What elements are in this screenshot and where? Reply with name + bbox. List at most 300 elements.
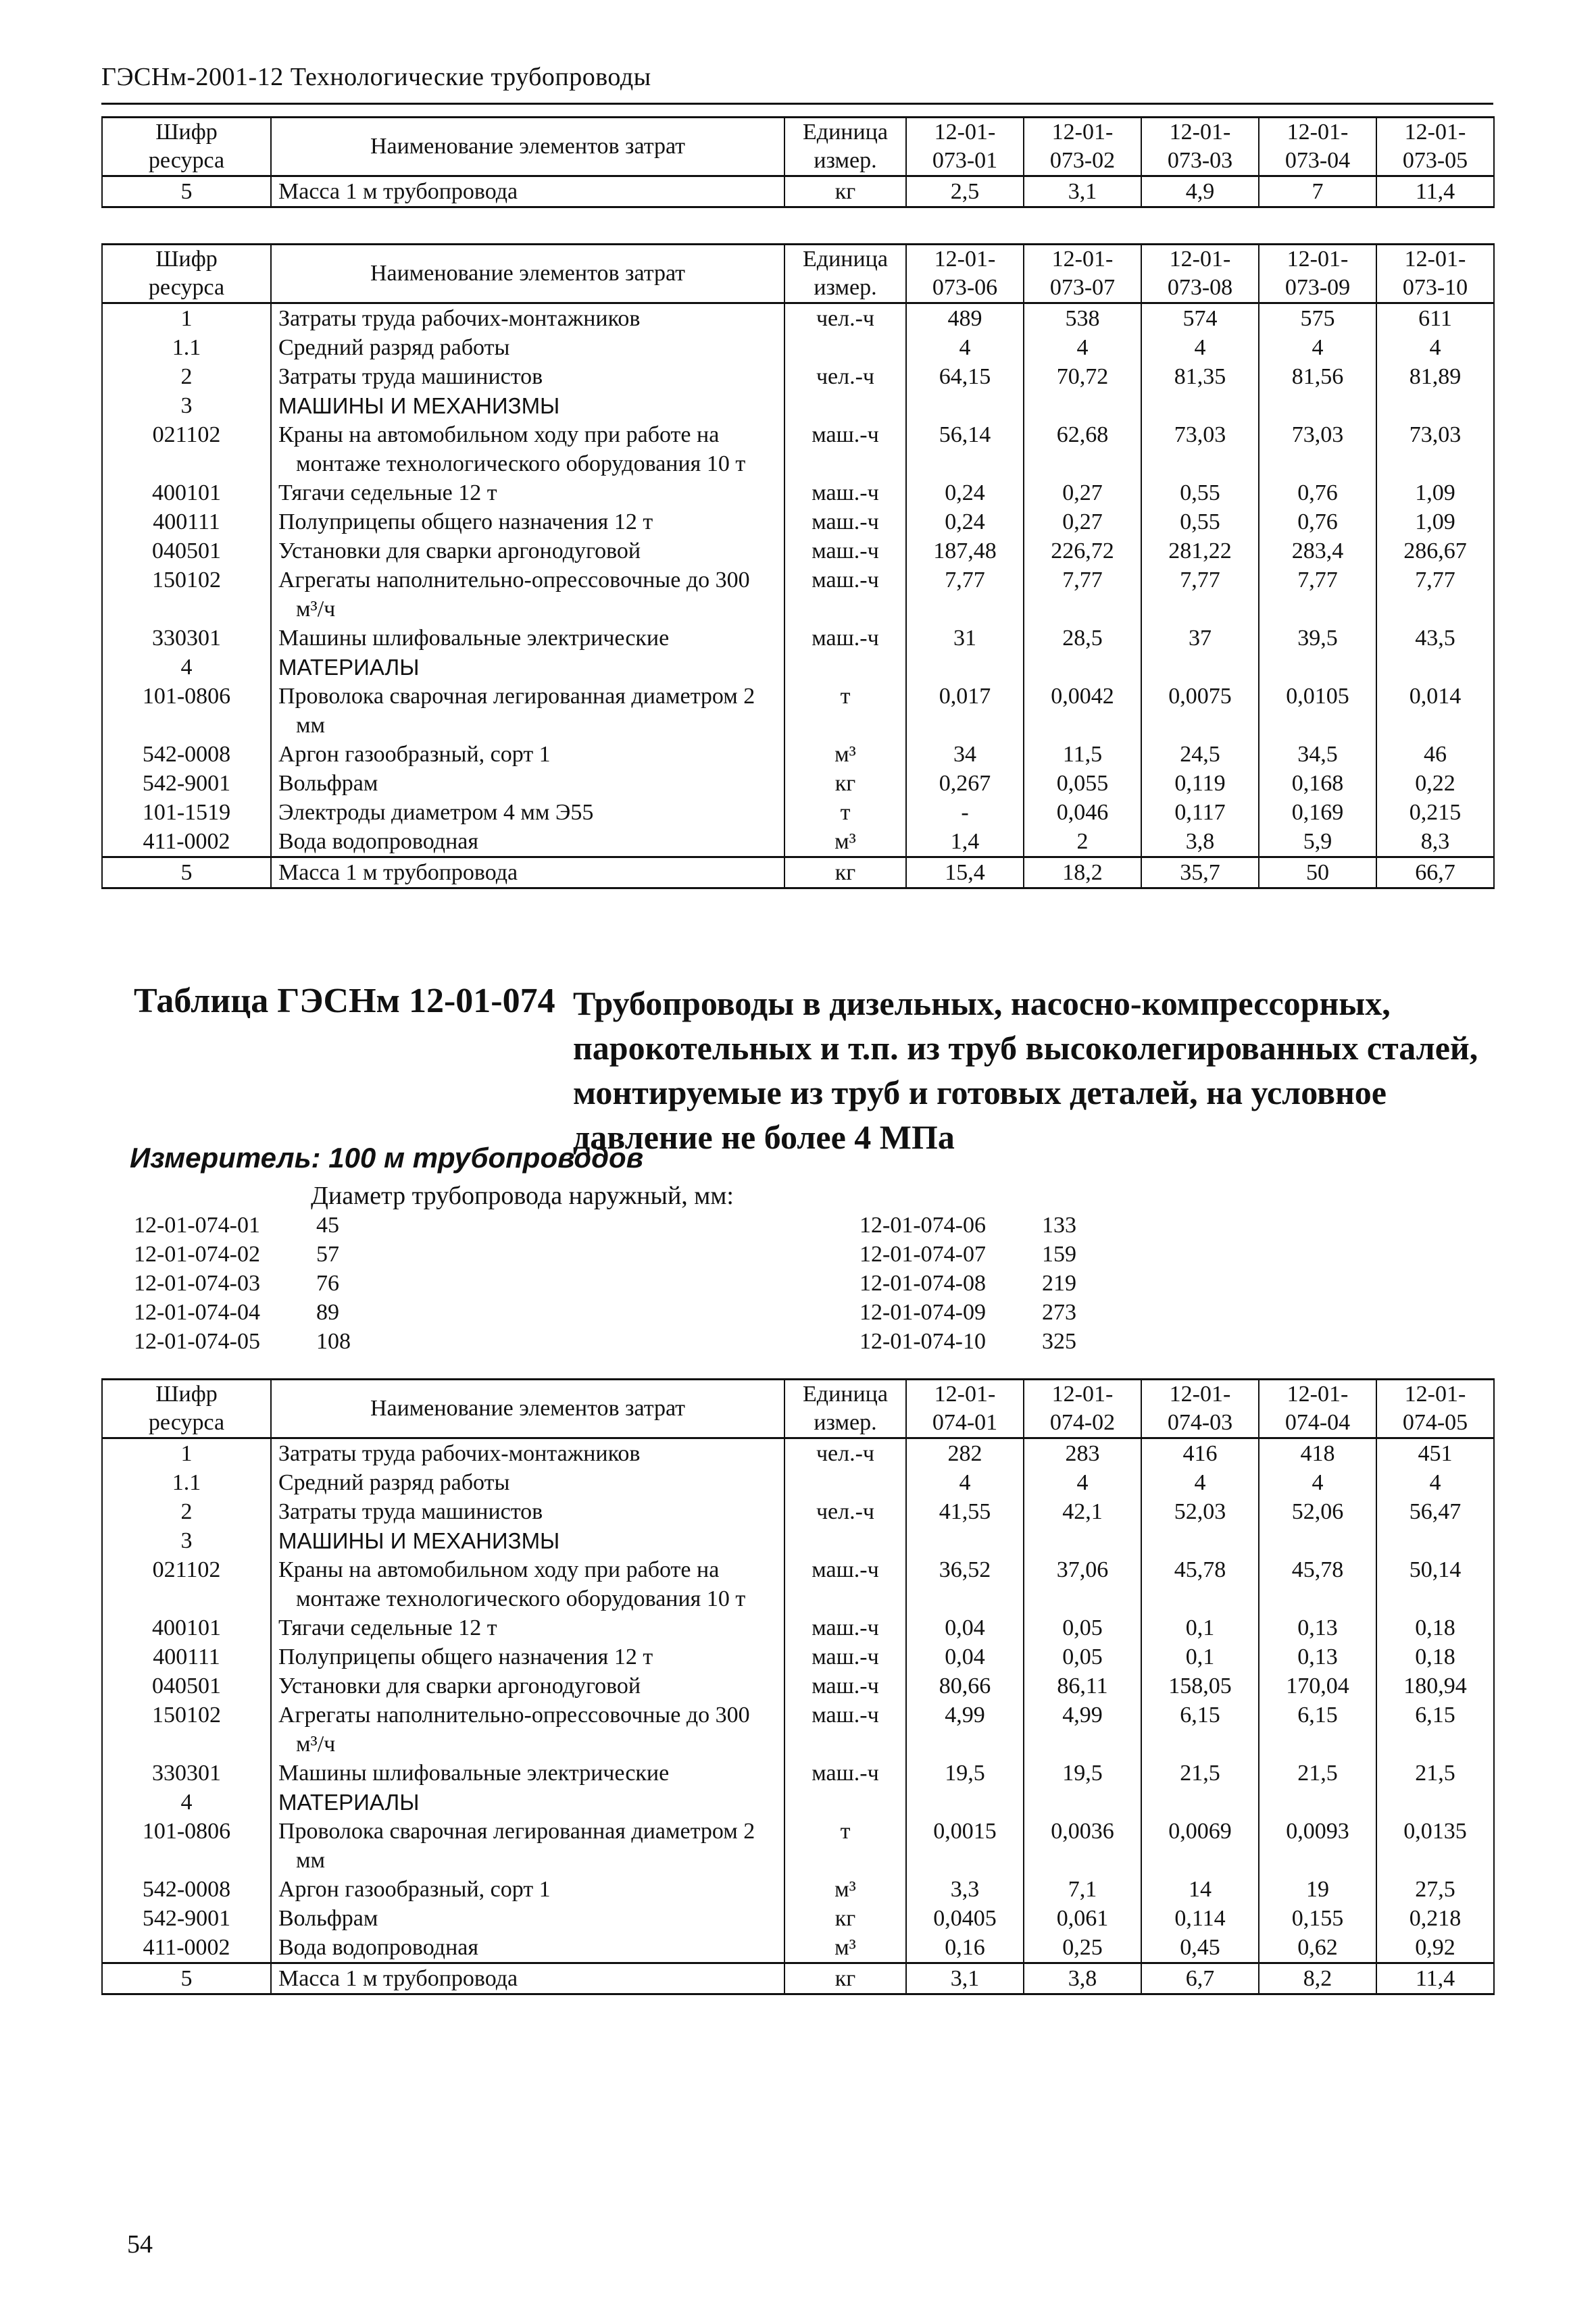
row-value: 56,47 bbox=[1376, 1497, 1494, 1526]
row-unit: маш.-ч bbox=[784, 1613, 906, 1642]
table-row bbox=[102, 1875, 1494, 1904]
row-value: 574 bbox=[1141, 303, 1259, 334]
row-value: 7,1 bbox=[1024, 1875, 1141, 1904]
row-value: 70,72 bbox=[1024, 362, 1141, 391]
table-row bbox=[102, 1933, 1494, 1963]
row-value: 416 bbox=[1141, 1438, 1259, 1469]
row-value: 0,0042 bbox=[1024, 682, 1141, 740]
row-value: 3,1 bbox=[906, 1963, 1024, 1994]
row-value: 187,48 bbox=[906, 536, 1024, 565]
row-value bbox=[1259, 653, 1376, 682]
row-value: 4 bbox=[906, 333, 1024, 362]
table-row bbox=[102, 1526, 1494, 1555]
row-name: МАШИНЫ И МЕХАНИЗМЫ bbox=[271, 391, 784, 420]
row-value: 41,55 bbox=[906, 1497, 1024, 1526]
row-value: 81,89 bbox=[1376, 362, 1494, 391]
header-code bbox=[102, 1380, 271, 1438]
header-rule bbox=[101, 103, 1493, 105]
row-value bbox=[906, 1526, 1024, 1555]
header-unit-line1: Единица bbox=[803, 1382, 888, 1407]
row-value: 1,09 bbox=[1376, 478, 1494, 507]
row-value: 0,0093 bbox=[1259, 1817, 1376, 1875]
header-col-line1: 12-01- bbox=[1404, 247, 1466, 272]
row-name: Краны на автомобильном ходу при работе на монтаже технологического оборудования 10 т bbox=[271, 420, 784, 478]
header-col-line2: 073-09 bbox=[1285, 275, 1351, 300]
row-unit: чел.-ч bbox=[784, 1497, 906, 1526]
row-value: 0,13 bbox=[1259, 1613, 1376, 1642]
diameter-value: 108 bbox=[316, 1329, 351, 1354]
row-name: Аргон газообразный, сорт 1 bbox=[271, 1875, 784, 1904]
header-row bbox=[102, 118, 1494, 176]
row-value: 0,0135 bbox=[1376, 1817, 1494, 1875]
row-code: 021102 bbox=[102, 1555, 271, 1613]
table-row bbox=[102, 769, 1494, 798]
diameter-code: 12-01-074-08 bbox=[859, 1271, 986, 1296]
row-value: 0,45 bbox=[1141, 1933, 1259, 1963]
header-code bbox=[102, 245, 271, 303]
row-code: 400111 bbox=[102, 1642, 271, 1671]
row-value: 11,4 bbox=[1376, 1963, 1494, 1994]
row-value: 0,24 bbox=[906, 478, 1024, 507]
row-code: 040501 bbox=[102, 536, 271, 565]
row-value: 0,215 bbox=[1376, 798, 1494, 827]
row-unit: м³ bbox=[784, 740, 906, 769]
row-value: 14 bbox=[1141, 1875, 1259, 1904]
diameter-code: 12-01-074-07 bbox=[859, 1242, 986, 1267]
row-value: 43,5 bbox=[1376, 624, 1494, 653]
row-value: 62,68 bbox=[1024, 420, 1141, 478]
row-name: Проволока сварочная легированная диаметром 2 мм bbox=[271, 682, 784, 740]
table-row bbox=[102, 536, 1494, 565]
table-row bbox=[102, 1438, 1494, 1469]
row-name: Тягачи седельные 12 т bbox=[271, 478, 784, 507]
row-value bbox=[1141, 1788, 1259, 1817]
row-value: 7,77 bbox=[1376, 565, 1494, 624]
row-unit: маш.-ч bbox=[784, 1555, 906, 1613]
header-col-line2: 073-05 bbox=[1402, 148, 1468, 173]
row-value: 11,5 bbox=[1024, 740, 1141, 769]
row-value: 0,155 bbox=[1259, 1904, 1376, 1933]
header-col-line2: 073-03 bbox=[1167, 148, 1233, 173]
row-name: Установки для сварки аргонодуговой bbox=[271, 1671, 784, 1701]
header-col-line2: 073-02 bbox=[1049, 148, 1116, 173]
row-value: 28,5 bbox=[1024, 624, 1141, 653]
table-row bbox=[102, 565, 1494, 624]
row-unit: маш.-ч bbox=[784, 507, 906, 536]
header-col-line1: 12-01- bbox=[1051, 1382, 1114, 1407]
table-row bbox=[102, 1497, 1494, 1526]
row-name: Вольфрам bbox=[271, 1904, 784, 1933]
header-col-3 bbox=[1141, 118, 1259, 176]
row-code: 2 bbox=[102, 362, 271, 391]
header-unit-line1: Единица bbox=[803, 247, 888, 272]
row-name: МАТЕРИАЛЫ bbox=[271, 653, 784, 682]
row-value: 15,4 bbox=[906, 857, 1024, 888]
row-value: 6,15 bbox=[1141, 1701, 1259, 1759]
table-073-bottom bbox=[101, 243, 1495, 889]
row-code: 400101 bbox=[102, 1613, 271, 1642]
row-code: 5 bbox=[102, 857, 271, 888]
row-value: 86,11 bbox=[1024, 1671, 1141, 1701]
row-value bbox=[1141, 391, 1259, 420]
row-value: 34 bbox=[906, 740, 1024, 769]
diameter-item bbox=[859, 1298, 1076, 1327]
row-value: 81,35 bbox=[1141, 362, 1259, 391]
row-unit: маш.-ч bbox=[784, 624, 906, 653]
diameter-item bbox=[859, 1240, 1076, 1269]
row-name: Затраты труда рабочих-монтажников bbox=[271, 1438, 784, 1469]
row-value: 0,061 bbox=[1024, 1904, 1141, 1933]
diameter-item bbox=[134, 1269, 351, 1298]
row-code: 1.1 bbox=[102, 333, 271, 362]
row-value bbox=[1376, 391, 1494, 420]
row-code: 542-9001 bbox=[102, 1904, 271, 1933]
header-col-line2: 074-02 bbox=[1049, 1410, 1116, 1435]
header-name: Наименование элементов затрат bbox=[271, 118, 784, 176]
row-value: 0,04 bbox=[906, 1613, 1024, 1642]
header-col-2 bbox=[1024, 245, 1141, 303]
diameter-code: 12-01-074-01 bbox=[134, 1213, 260, 1238]
header-col-line1: 12-01- bbox=[934, 120, 996, 145]
row-value: 538 bbox=[1024, 303, 1141, 334]
row-value: 0,267 bbox=[906, 769, 1024, 798]
row-name: Вода водопроводная bbox=[271, 827, 784, 857]
table-row bbox=[102, 1701, 1494, 1759]
header-col-4 bbox=[1259, 1380, 1376, 1438]
row-code: 400111 bbox=[102, 507, 271, 536]
row-value bbox=[906, 653, 1024, 682]
header-col-line2: 073-01 bbox=[932, 148, 998, 173]
header-col-line1: 12-01- bbox=[1287, 120, 1349, 145]
row-unit: кг bbox=[784, 1963, 906, 1994]
row-value: 7,77 bbox=[1141, 565, 1259, 624]
table-074-title: Трубопроводы в дизельных, насосно-компрессорных, парокотельных и т.п. из труб высоколегированных сталей, монтируемые из труб и готовых деталей, на условное давление не более 4 МПа bbox=[573, 984, 1478, 1156]
diameter-code: 12-01-074-03 bbox=[134, 1271, 260, 1296]
row-name: Агрегаты наполнительно-опрессовочные до 300 м³/ч bbox=[271, 565, 784, 624]
row-unit: чел.-ч bbox=[784, 362, 906, 391]
row-code: 411-0002 bbox=[102, 827, 271, 857]
row-code: 150102 bbox=[102, 565, 271, 624]
row-value bbox=[1376, 1526, 1494, 1555]
row-value: 2,5 bbox=[906, 176, 1024, 207]
diameter-code: 12-01-074-09 bbox=[859, 1300, 986, 1325]
row-value: 46 bbox=[1376, 740, 1494, 769]
row-name: Затраты труда рабочих-монтажников bbox=[271, 303, 784, 334]
table-row bbox=[102, 1671, 1494, 1701]
row-code: 400101 bbox=[102, 478, 271, 507]
row-name: Средний разряд работы bbox=[271, 333, 784, 362]
row-value: 0,046 bbox=[1024, 798, 1141, 827]
row-value bbox=[1024, 653, 1141, 682]
row-value: 21,5 bbox=[1259, 1759, 1376, 1788]
header-col-line1: 12-01- bbox=[1169, 1382, 1231, 1407]
table-row bbox=[102, 1555, 1494, 1613]
table-row bbox=[102, 827, 1494, 857]
row-value: 0,0036 bbox=[1024, 1817, 1141, 1875]
running-head: ГЭСНм-2001-12 Технологические трубопроводы bbox=[101, 63, 651, 91]
row-value: 8,2 bbox=[1259, 1963, 1376, 1994]
row-name: МАТЕРИАЛЫ bbox=[271, 1788, 784, 1817]
row-value: 31 bbox=[906, 624, 1024, 653]
header-row bbox=[102, 1380, 1494, 1438]
row-code: 101-0806 bbox=[102, 682, 271, 740]
row-code: 4 bbox=[102, 1788, 271, 1817]
row-code: 542-0008 bbox=[102, 1875, 271, 1904]
diameter-value: 159 bbox=[1042, 1242, 1076, 1267]
row-value: 4,9 bbox=[1141, 176, 1259, 207]
row-unit: маш.-ч bbox=[784, 1759, 906, 1788]
row-unit: м³ bbox=[784, 1933, 906, 1963]
table-row bbox=[102, 624, 1494, 653]
header-col-3 bbox=[1141, 245, 1259, 303]
row-unit bbox=[784, 653, 906, 682]
row-value: 0,014 bbox=[1376, 682, 1494, 740]
row-code: 4 bbox=[102, 653, 271, 682]
row-value: 0,62 bbox=[1259, 1933, 1376, 1963]
row-value: 5,9 bbox=[1259, 827, 1376, 857]
header-unit-line1: Единица bbox=[803, 120, 888, 145]
row-value: 52,06 bbox=[1259, 1497, 1376, 1526]
row-name: Электроды диаметром 4 мм Э55 bbox=[271, 798, 784, 827]
row-value: 0,05 bbox=[1024, 1642, 1141, 1671]
diameter-value: 325 bbox=[1042, 1329, 1076, 1354]
table-row bbox=[102, 420, 1494, 478]
row-code: 101-1519 bbox=[102, 798, 271, 827]
row-value: 0,25 bbox=[1024, 1933, 1141, 1963]
table-row bbox=[102, 1963, 1494, 1994]
row-value: 0,76 bbox=[1259, 507, 1376, 536]
row-value: 418 bbox=[1259, 1438, 1376, 1469]
row-code: 3 bbox=[102, 1526, 271, 1555]
row-value: 611 bbox=[1376, 303, 1494, 334]
table-073-top bbox=[101, 116, 1495, 208]
diameter-item bbox=[134, 1211, 351, 1240]
row-value: 4 bbox=[1141, 1468, 1259, 1497]
row-value: 0,04 bbox=[906, 1642, 1024, 1671]
diameter-value: 133 bbox=[1042, 1213, 1076, 1238]
row-value: 66,7 bbox=[1376, 857, 1494, 888]
row-code: 150102 bbox=[102, 1701, 271, 1759]
header-col-line1: 12-01- bbox=[934, 1382, 996, 1407]
diameter-code: 12-01-074-05 bbox=[134, 1329, 260, 1354]
table-row bbox=[102, 1468, 1494, 1497]
row-value: 0,017 bbox=[906, 682, 1024, 740]
row-value: 42,1 bbox=[1024, 1497, 1141, 1526]
diameter-value: 76 bbox=[316, 1271, 339, 1296]
table-row bbox=[102, 1817, 1494, 1875]
row-code: 330301 bbox=[102, 624, 271, 653]
row-value: 180,94 bbox=[1376, 1671, 1494, 1701]
header-col-1 bbox=[906, 118, 1024, 176]
table-row bbox=[102, 857, 1494, 888]
header-col-5 bbox=[1376, 118, 1494, 176]
row-value: 0,0075 bbox=[1141, 682, 1259, 740]
row-name: Затраты труда машинистов bbox=[271, 362, 784, 391]
row-name: Вольфрам bbox=[271, 769, 784, 798]
row-value: 19,5 bbox=[906, 1759, 1024, 1788]
row-unit: чел.-ч bbox=[784, 1438, 906, 1469]
row-code: 2 bbox=[102, 1497, 271, 1526]
row-value bbox=[1376, 653, 1494, 682]
diameter-item bbox=[134, 1298, 351, 1327]
row-unit: маш.-ч bbox=[784, 1671, 906, 1701]
row-value: 3,3 bbox=[906, 1875, 1024, 1904]
row-value: 0,055 bbox=[1024, 769, 1141, 798]
row-value: 451 bbox=[1376, 1438, 1494, 1469]
row-value: 0,169 bbox=[1259, 798, 1376, 827]
row-value: 73,03 bbox=[1376, 420, 1494, 478]
row-code: 3 bbox=[102, 391, 271, 420]
header-unit-line2: измер. bbox=[814, 1410, 877, 1435]
row-value: 0,218 bbox=[1376, 1904, 1494, 1933]
row-value: 37,06 bbox=[1024, 1555, 1141, 1613]
row-value: 27,5 bbox=[1376, 1875, 1494, 1904]
row-unit: т bbox=[784, 798, 906, 827]
row-value: 6,15 bbox=[1259, 1701, 1376, 1759]
table-row bbox=[102, 1904, 1494, 1933]
row-value: 283,4 bbox=[1259, 536, 1376, 565]
row-value: 0,1 bbox=[1141, 1613, 1259, 1642]
row-value: 19 bbox=[1259, 1875, 1376, 1904]
row-value: 81,56 bbox=[1259, 362, 1376, 391]
row-value: 0,0069 bbox=[1141, 1817, 1259, 1875]
header-col-line2: 074-03 bbox=[1167, 1410, 1233, 1435]
row-value: 6,7 bbox=[1141, 1963, 1259, 1994]
diameter-value: 273 bbox=[1042, 1300, 1076, 1325]
row-code: 330301 bbox=[102, 1759, 271, 1788]
table-row bbox=[102, 653, 1494, 682]
row-unit bbox=[784, 1468, 906, 1497]
diameter-value: 45 bbox=[316, 1213, 339, 1238]
row-value: 0,55 bbox=[1141, 478, 1259, 507]
header-unit bbox=[784, 1380, 906, 1438]
row-value: 3,8 bbox=[1024, 1963, 1141, 1994]
diameter-value: 57 bbox=[316, 1242, 339, 1267]
row-name: Вода водопроводная bbox=[271, 1933, 784, 1963]
row-value bbox=[1024, 1526, 1141, 1555]
row-value: 0,1 bbox=[1141, 1642, 1259, 1671]
meter-line: Измеритель: 100 м трубопроводов bbox=[130, 1142, 644, 1174]
page-number: 54 bbox=[127, 2230, 153, 2259]
row-name: Агрегаты наполнительно-опрессовочные до 300 м³/ч bbox=[271, 1701, 784, 1759]
header-col-line2: 073-04 bbox=[1285, 148, 1351, 173]
row-value: 73,03 bbox=[1141, 420, 1259, 478]
row-value: 50 bbox=[1259, 857, 1376, 888]
row-value bbox=[906, 391, 1024, 420]
header-unit bbox=[784, 245, 906, 303]
row-unit: маш.-ч bbox=[784, 420, 906, 478]
row-unit: кг bbox=[784, 857, 906, 888]
row-value: 0,168 bbox=[1259, 769, 1376, 798]
row-name: Машины шлифовальные электрические bbox=[271, 624, 784, 653]
header-unit bbox=[784, 118, 906, 176]
header-col-line1: 12-01- bbox=[1287, 247, 1349, 272]
row-code: 5 bbox=[102, 176, 271, 207]
row-value: 4 bbox=[1024, 333, 1141, 362]
row-value: 73,03 bbox=[1259, 420, 1376, 478]
row-name: Затраты труда машинистов bbox=[271, 1497, 784, 1526]
row-value: 0,18 bbox=[1376, 1613, 1494, 1642]
header-row bbox=[102, 245, 1494, 303]
header-code-line2: ресурса bbox=[148, 275, 225, 300]
row-name: Масса 1 м трубопровода bbox=[271, 857, 784, 888]
table-row bbox=[102, 1759, 1494, 1788]
row-value: 36,52 bbox=[906, 1555, 1024, 1613]
row-value: 170,04 bbox=[1259, 1671, 1376, 1701]
row-value: 4,99 bbox=[1024, 1701, 1141, 1759]
row-unit: маш.-ч bbox=[784, 1642, 906, 1671]
row-value: 1,09 bbox=[1376, 507, 1494, 536]
row-value: 4 bbox=[1259, 333, 1376, 362]
header-col-1 bbox=[906, 245, 1024, 303]
row-code: 411-0002 bbox=[102, 1933, 271, 1963]
row-value: 281,22 bbox=[1141, 536, 1259, 565]
row-value bbox=[1376, 1788, 1494, 1817]
row-value: 2 bbox=[1024, 827, 1141, 857]
header-code-line1: Шифр bbox=[155, 1382, 218, 1407]
table-row bbox=[102, 478, 1494, 507]
row-value: 18,2 bbox=[1024, 857, 1141, 888]
header-col-2 bbox=[1024, 1380, 1141, 1438]
row-value: 0,92 bbox=[1376, 1933, 1494, 1963]
header-code bbox=[102, 118, 271, 176]
row-unit: т bbox=[784, 682, 906, 740]
row-name: Полуприцепы общего назначения 12 т bbox=[271, 1642, 784, 1671]
header-code-line1: Шифр bbox=[155, 120, 218, 145]
row-value: 21,5 bbox=[1141, 1759, 1259, 1788]
row-value: 50,14 bbox=[1376, 1555, 1494, 1613]
row-code: 1 bbox=[102, 1438, 271, 1469]
header-col-line2: 073-10 bbox=[1402, 275, 1468, 300]
row-value: 575 bbox=[1259, 303, 1376, 334]
row-unit: м³ bbox=[784, 1875, 906, 1904]
row-unit: т bbox=[784, 1817, 906, 1875]
header-code-line2: ресурса bbox=[148, 1410, 225, 1435]
header-unit-line2: измер. bbox=[814, 148, 877, 173]
row-value: 7 bbox=[1259, 176, 1376, 207]
row-value: 7,77 bbox=[1259, 565, 1376, 624]
table-row bbox=[102, 362, 1494, 391]
header-code-line1: Шифр bbox=[155, 247, 218, 272]
row-value: 8,3 bbox=[1376, 827, 1494, 857]
row-value: 0,22 bbox=[1376, 769, 1494, 798]
row-value: 0,117 bbox=[1141, 798, 1259, 827]
row-unit: маш.-ч bbox=[784, 478, 906, 507]
row-value: 1,4 bbox=[906, 827, 1024, 857]
row-value: 4 bbox=[1024, 1468, 1141, 1497]
row-value: 226,72 bbox=[1024, 536, 1141, 565]
row-value bbox=[1141, 653, 1259, 682]
table-row bbox=[102, 740, 1494, 769]
header-col-line1: 12-01- bbox=[1287, 1382, 1349, 1407]
table-074-label: Таблица ГЭСНм 12-01-074 bbox=[134, 982, 555, 1020]
row-value: 4 bbox=[1259, 1468, 1376, 1497]
row-code: 5 bbox=[102, 1963, 271, 1994]
row-value: 37 bbox=[1141, 624, 1259, 653]
row-value: 0,0015 bbox=[906, 1817, 1024, 1875]
header-col-3 bbox=[1141, 1380, 1259, 1438]
row-value: 0,18 bbox=[1376, 1642, 1494, 1671]
row-value: 11,4 bbox=[1376, 176, 1494, 207]
row-name: МАШИНЫ И МЕХАНИЗМЫ bbox=[271, 1526, 784, 1555]
row-unit bbox=[784, 1526, 906, 1555]
row-value: 0,0105 bbox=[1259, 682, 1376, 740]
header-col-line2: 073-08 bbox=[1167, 275, 1233, 300]
row-value bbox=[1024, 391, 1141, 420]
table-row bbox=[102, 333, 1494, 362]
header-col-1 bbox=[906, 1380, 1024, 1438]
row-value: 0,119 bbox=[1141, 769, 1259, 798]
